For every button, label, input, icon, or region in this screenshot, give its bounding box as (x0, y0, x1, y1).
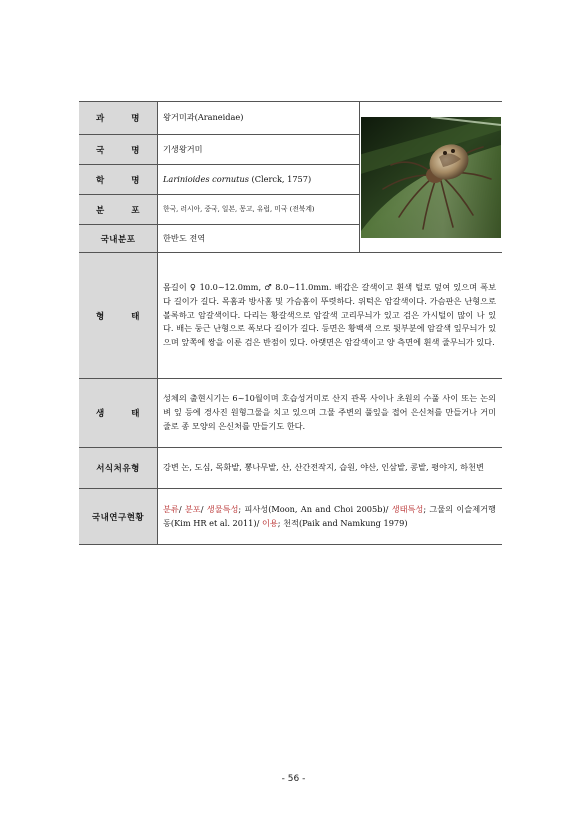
species-sheet (79, 101, 502, 545)
research-part: 생물특성 (206, 503, 239, 514)
research-part: ; 천적(Paik and Namkung 1979) (277, 517, 408, 528)
research-part: 이용 (261, 517, 278, 528)
label-distribution: 분 포 (79, 195, 158, 225)
row-ecology (79, 379, 502, 448)
label-ecology: 생 태 (79, 379, 158, 448)
value-korean-name: 기생왕거미 (158, 135, 360, 165)
label-korean-name: 국 명 (79, 135, 158, 165)
value-domestic: 한반도 전역 (158, 225, 360, 253)
value-family: 왕거미과(Araneidae) (158, 102, 360, 135)
row-family (79, 102, 502, 135)
label-habitat: 서식처유형 (79, 448, 158, 489)
value-distribution: 한국, 러시아, 중국, 일본, 몽고, 유럽, 미국 (전북계) (158, 195, 360, 225)
value-habitat: 강변 논, 도심, 목화밭, 뽕나무밭, 산, 산간전작지, 습원, 야산, 인삼밭, 콩밭, 평야지, 하천변 (158, 448, 503, 489)
scientific-genus-species: Larinioides cornutus (163, 173, 249, 184)
scientific-author: (Clerck, 1757) (248, 173, 312, 184)
research-part: / (178, 503, 185, 514)
page-number: - 56 - (281, 774, 306, 784)
photo-cell (360, 102, 503, 253)
label-family: 과 명 (79, 102, 158, 135)
research-part: 생태특성 (391, 503, 424, 514)
species-table (79, 101, 502, 545)
row-research (79, 489, 502, 545)
value-morphology: 몸길이 ♀ 10.0~12.0mm, ♂ 8.0~11.0mm. 배갑은 갈색이고 흰색 털로 덮여 있으며 폭보다 길이가 길다. 목홈과 방사홈 및 가슴홈이 뚜렷하다. 위턱은 암갈색이다. 가슴판은 난형으로 볼록하고 암갈색이다. 다리는 황갈색으로 암갈색 고리무늬가 있고 검은 가시털이 많이 나 있다. 배는 둥근 난형으로 폭보다 길이가 길다. 등면은 황백색 으로 뒷부분에 암갈색 잎무늬가 있으며 앞쪽에 쌍을 이룬 검은 반점이 있다. 아랫면은 암갈색이고 양 측면에 흰색 줄무늬가 있다. (158, 253, 503, 379)
label-morphology: 형 태 (79, 253, 158, 379)
row-habitat (79, 448, 502, 489)
research-part: / (200, 503, 207, 514)
value-ecology: 성체의 출현시기는 6~10월이며 호습성거미로 산지 관목 사이나 초원의 수풀 사이 또는 논의 벼 잎 등에 경사진 원형그물을 치고 있으며 그물 주변의 풀잎을 접어 은신처를 만들거나 거미줄로 종 모양의 은신처를 만들기도 한다. (158, 379, 503, 448)
spider-photo (361, 117, 501, 238)
research-part: 분류 (163, 503, 179, 514)
research-part: ; 그물의 이슬제거행동(Kim HR et al. 2011)/ (163, 503, 496, 528)
research-part: ; 피사성(Moon, An and Choi 2005b)/ (238, 503, 392, 514)
label-scientific: 학 명 (79, 165, 158, 195)
research-part: 분포 (184, 503, 201, 514)
value-research (158, 489, 503, 545)
spider-photo-icon (361, 117, 501, 238)
label-domestic: 국내분포 (79, 225, 158, 253)
row-morphology (79, 253, 502, 379)
label-research: 국내연구현황 (79, 489, 158, 545)
value-scientific (158, 165, 360, 195)
